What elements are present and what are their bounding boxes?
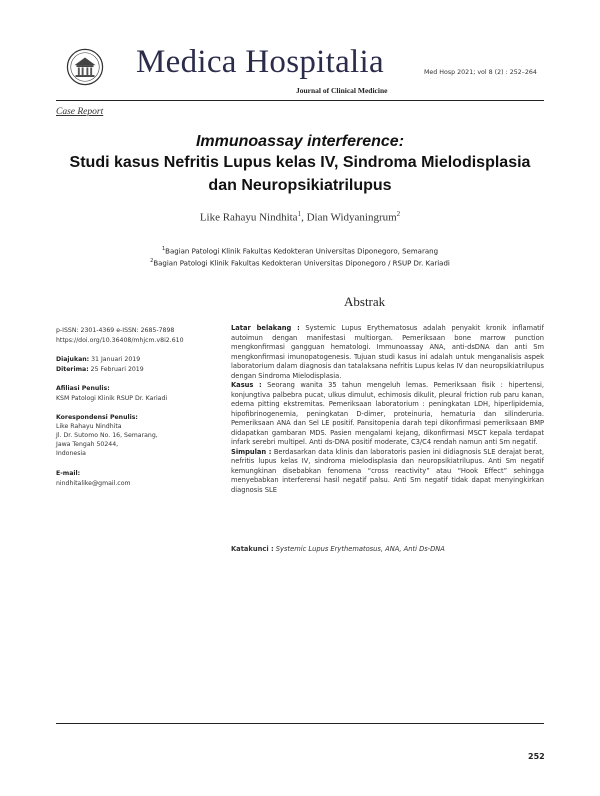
journal-title: Medica Hospitalia — [136, 44, 384, 80]
accepted-date: Diterima: 25 Februari 2019 — [56, 366, 144, 373]
citation: Med Hosp 2021; vol 8 (2) : 252–264 — [424, 69, 537, 76]
author-separator: , — [301, 211, 307, 224]
abstract-case: Kasus : Seorang wanita 35 tahun mengeluh lemas. Pemeriksaan fisik : hipertensi, konjungtiva palbebra pucat, ulkus dimulut, echimosis dikulit, pleural friction rub paru kanan, edema pitting ekstremitas. Pemeriksaan laboratorium : peningkatan LDH, hiperlipidemia, hipofibrinogenemia, peningkatan D-dimer, proteinuria, hematuria dan silinderuria. Pemeriksaan ANA dan Sel LE positif. Pansitopenia darah tepi dikonfirmasi pemeriksaan BMP didapatkan gambaran MDS. Pasien mengalami kejang, dikonfirmasi MSCT kepala terdapat infark serebri multipel. Anti ds-DNA positif moderate, C3/C4 rendah namun anti Sm negatif. — [231, 381, 544, 446]
abstract-background: Latar belakang : Systemic Lupus Erythematosus adalah penyakit kronik inflamatif autoimun dengan manifestasi multiorgan. Pemeriksaan bone marrow punction mengkonfirmasi gangguan hematologi. Immunoassay ANA, anti-dsDNA dan anti Sm mengkonfirmasi imunopatogenesis. Tujuan studi kasus ini adalah untuk menganalisis aspek laboratorium dalam diagnosis dan tatalaksana nefritis Lupus kelas IV dan neuropsikiatrilupus dengan Sindroma Mielodisplasia. — [231, 324, 544, 380]
journal-subtitle: Journal of Clinical Medicine — [296, 86, 388, 95]
submitted-date: Diajukan: 31 Januari 2019 — [56, 356, 141, 363]
affiliation-2: $^2$Bagian Patologi Klinik Fakultas Kedokteran Universitas Diponegoro / RSUP Dr. Kariadi — [150, 258, 450, 268]
issn: p-ISSN: 2301-4369 e-ISSN: 2685-7898 — [56, 327, 175, 334]
correspondence-line: Jl. Dr. Sutomo No. 16, Semarang, — [56, 432, 158, 439]
author-1-sup: 1 — [297, 210, 302, 218]
abstract-body — [231, 324, 544, 495]
title-line-1: Immunoassay interference: — [195, 133, 405, 150]
author-2: Dian Widyaningrum — [306, 211, 397, 224]
correspondence-line: Jawa Tengah 50244, — [56, 441, 119, 448]
correspondence-line: Indonesia — [56, 450, 86, 457]
affiliation-label: Afiliasi Penulis: — [56, 385, 110, 392]
keywords: Katakunci : Systemic Lupus Erythematosus, ANA, Anti Ds-DNA — [231, 545, 445, 553]
journal-logo-seal — [66, 48, 104, 86]
abstract-conclusion: Simpulan : Berdasarkan data klinis dan laboratoris pasien ini didiagnosis SLE derajat berat, nefritis lupus kelas IV, sindroma mielodisplasia dan neuropsikiatrilupus. Anti Sm negatif kemungkinan disebabkan fenomena “cross reactivity” atau “Hook Effect” sehingga menyebabkan interferensi hasil negatif palsu. Anti Sm negatif tidak dapat menyingkirkan diagnosis SLE — [231, 447, 544, 494]
affiliation-1: $^1$Bagian Patologi Klinik Fakultas Kedokteran Universitas Diponegoro, Semarang — [161, 246, 439, 256]
footer-divider — [56, 723, 544, 724]
abstract-heading: Abstrak — [344, 294, 386, 309]
affiliation-value: KSM Patologi Klinik RSUP Dr. Kariadi — [56, 395, 168, 402]
page-number: 252 — [528, 752, 545, 761]
article-type: Case Report — [56, 107, 104, 117]
author-1: Like Rahayu Nindhita — [199, 211, 298, 224]
doi-link[interactable]: https://doi.org/10.36408/mhjcm.v8i2.610 — [56, 337, 184, 344]
email-label: E-mail: — [56, 470, 81, 477]
email-link[interactable]: nindhitalike@gmail.com — [56, 480, 131, 487]
author-2-sup: 2 — [396, 210, 401, 218]
correspondence-label: Korespondensi Penulis: — [56, 414, 138, 421]
header-divider — [56, 100, 544, 101]
title-line-2: Studi kasus Nefritis Lupus kelas IV, Sindroma Mielodisplasia — [69, 154, 531, 171]
correspondence-line: Like Rahayu Nindhita — [56, 423, 122, 430]
authors — [56, 210, 544, 224]
title-line-3: dan Neuropsikiatrilupus — [208, 177, 392, 194]
